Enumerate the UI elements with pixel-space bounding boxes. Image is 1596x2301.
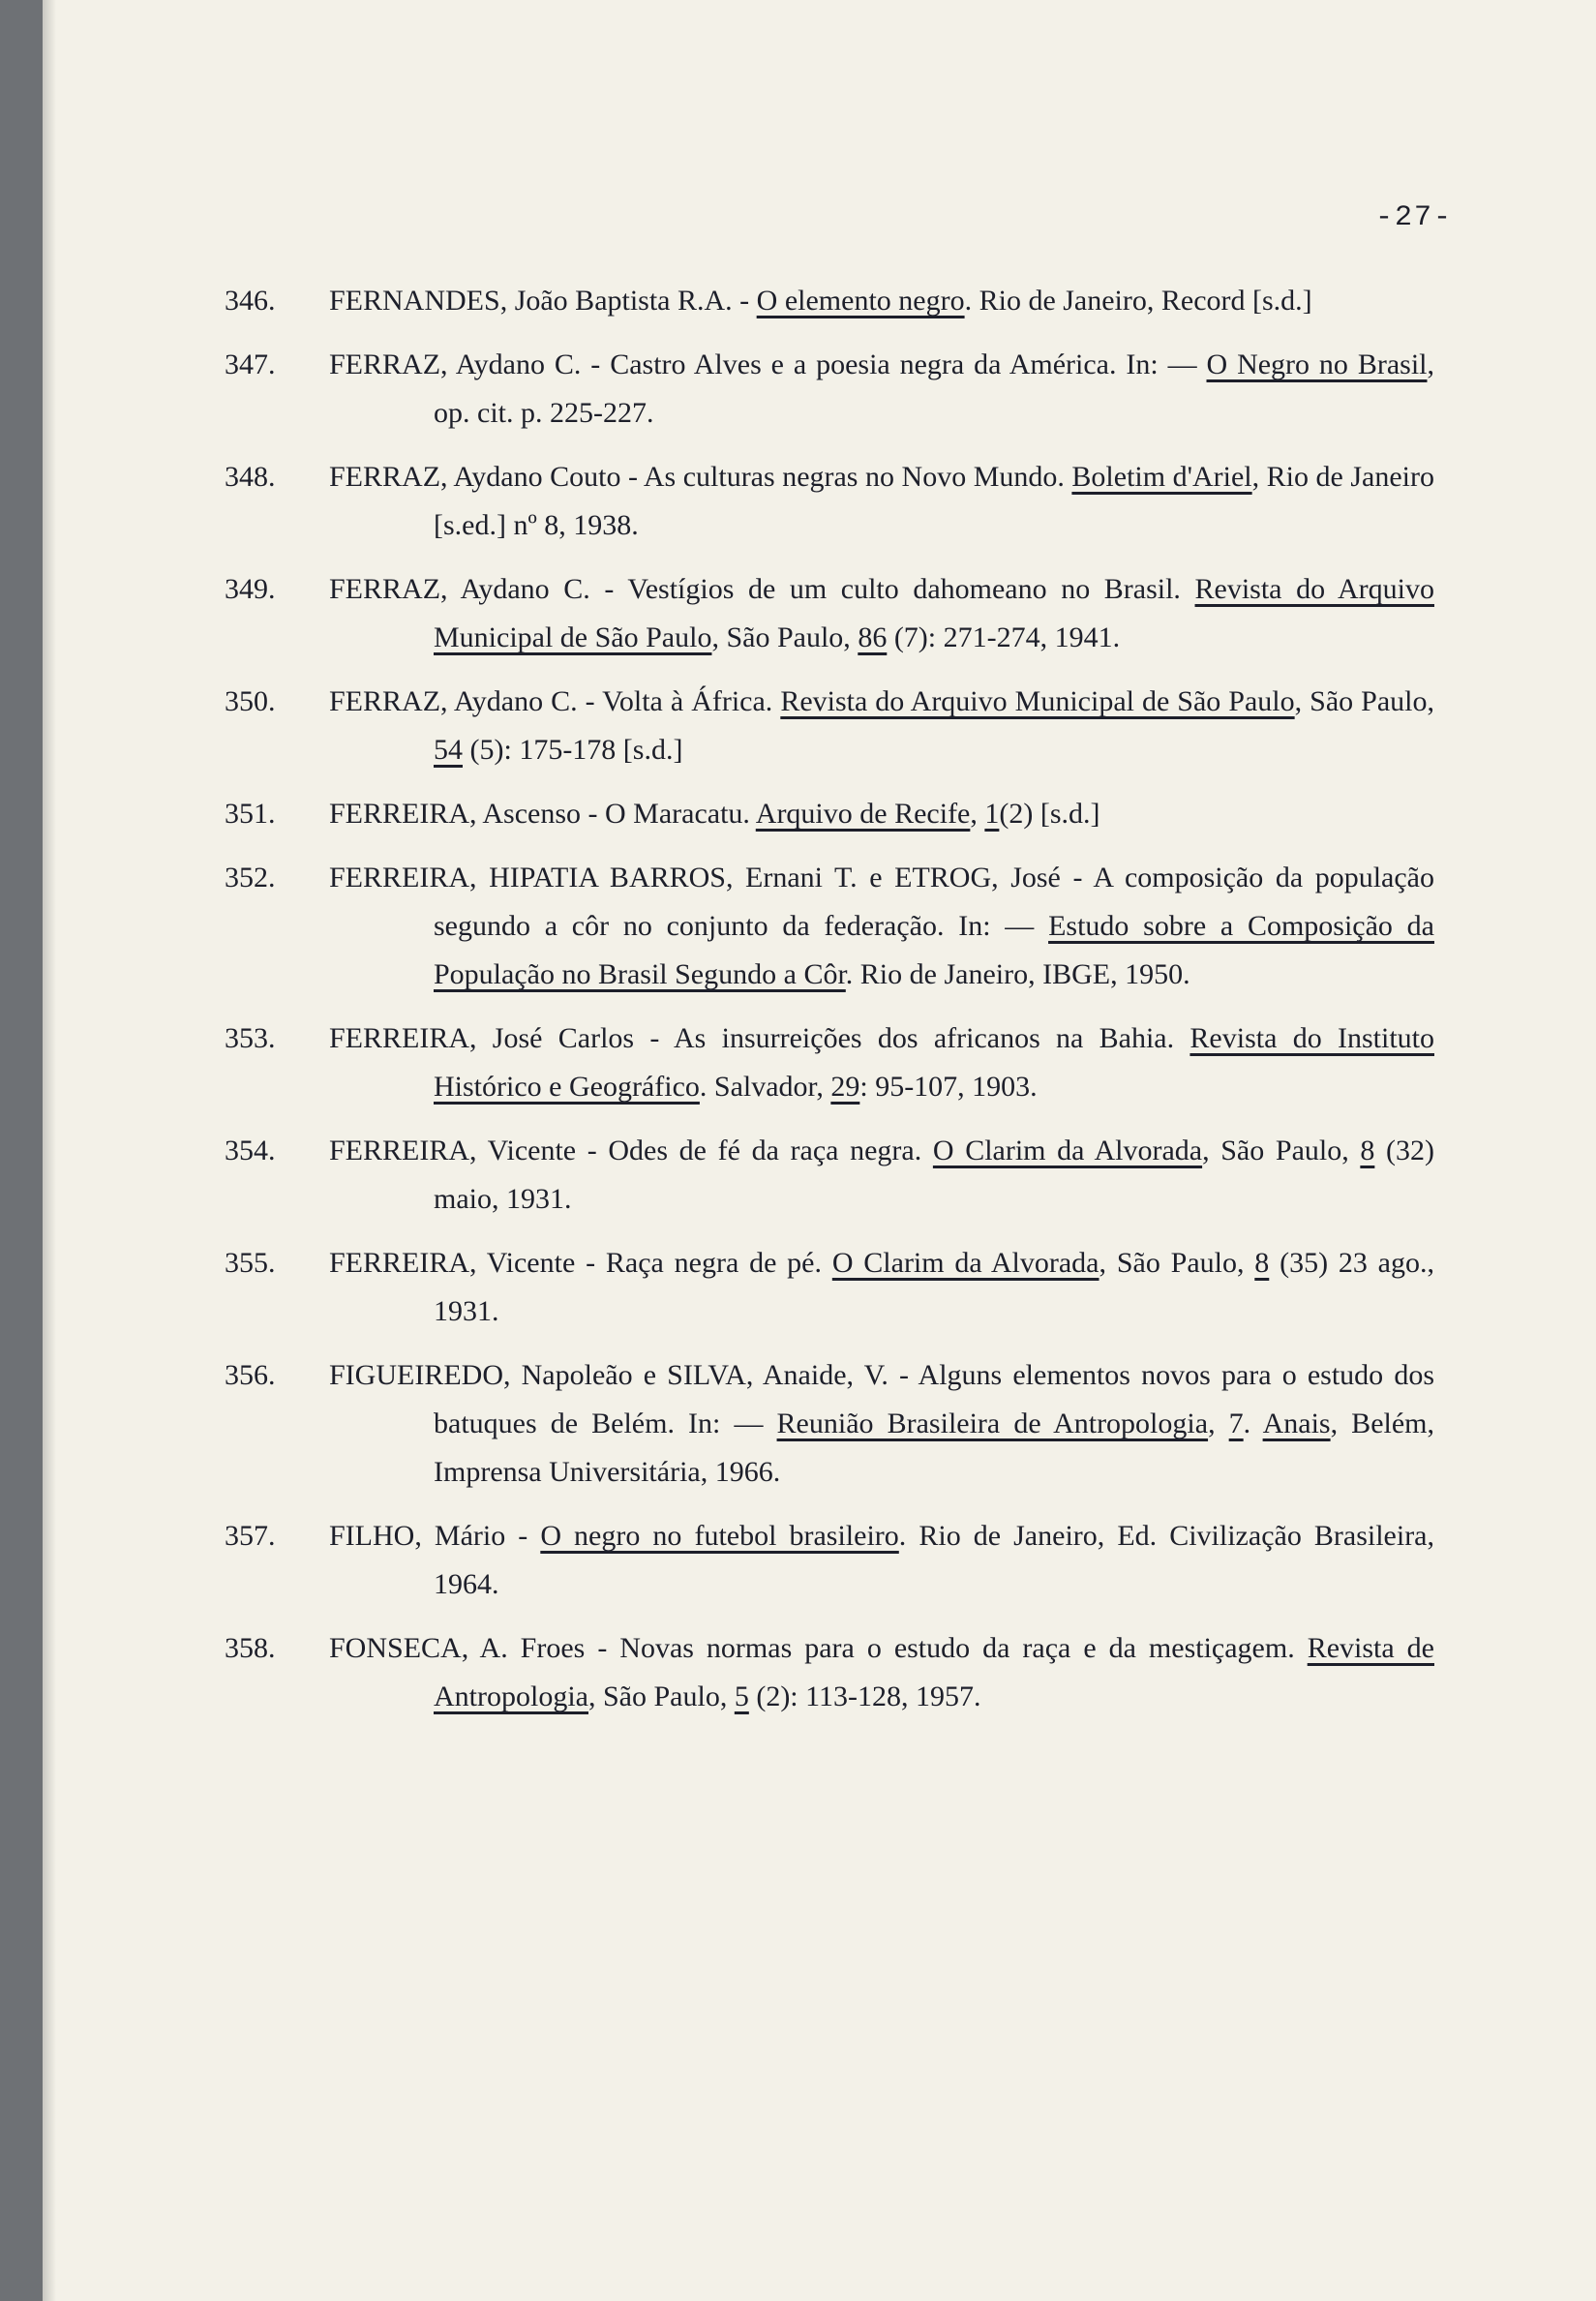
entry-volume: 86 (858, 621, 888, 653)
entry-title: O Clarim da Alvorada (932, 1135, 1203, 1166)
entry-title: O elemento negro (756, 285, 965, 317)
bibliography-entry (225, 277, 1434, 325)
entry-title: O Negro no Brasil (1206, 348, 1428, 380)
entry-title: Boletim d'Ariel (1071, 461, 1252, 493)
entry-number: 353. (225, 1022, 276, 1054)
entry-number: 352. (225, 862, 276, 893)
entry-text: FIGUEIREDO, Napoleão e SILVA, Anaide, V. - Alguns elementos novos para o estudo dos batuques de Belém. In: — Reunião Brasileira de Antropologia, 7. Anais, Belém, Imprensa Universitária, 1966. (329, 1359, 1434, 1488)
entry-text: FERREIRA, Ascenso - O Maracatu. Arquivo de Recife, 1(2) [s.d.] (329, 798, 1100, 830)
entry-number: 354. (225, 1135, 276, 1166)
entry-title: Arquivo de Recife (755, 798, 971, 830)
entry-title: Revista do Arquivo Municipal de São Paulo (780, 685, 1295, 717)
bibliography-entry (225, 854, 1434, 999)
entry-volume: 5 (734, 1680, 749, 1712)
entry-text: FILHO, Mário - O negro no futebol brasileiro. Rio de Janeiro, Ed. Civilização Brasileira, 1964. (329, 1520, 1434, 1600)
entry-number: 355. (225, 1247, 276, 1279)
entry-title: Revista do Arquivo Municipal de São Paulo (434, 573, 1434, 653)
entry-number: 347. (225, 348, 276, 380)
entry-title: O Clarim da Alvorada (831, 1247, 1099, 1279)
entry-text: FERRAZ, Aydano Couto - As culturas negras no Novo Mundo. Boletim d'Ariel, Rio de Janeiro [s.ed.] nº 8, 1938. (329, 461, 1434, 541)
entry-number: 349. (225, 573, 276, 605)
bibliography-entry (225, 453, 1434, 550)
entry-text: FERREIRA, Vicente - Odes de fé da raça negra. O Clarim da Alvorada, São Paulo, 8 (32) maio, 1931. (329, 1135, 1434, 1215)
entry-number: 350. (225, 685, 276, 717)
entry-number: 357. (225, 1520, 276, 1552)
entry-volume: 8 (1360, 1135, 1375, 1166)
bibliography-entry (225, 790, 1434, 838)
entry-title: Revista do Instituto Histórico e Geográfico (434, 1022, 1434, 1103)
entry-volume: 8 (1254, 1247, 1270, 1279)
bibliography-entry (225, 341, 1434, 438)
bibliography-entry (225, 1127, 1434, 1224)
scan-binding-edge (0, 0, 43, 2301)
entry-number: 356. (225, 1359, 276, 1391)
entry-text: FERNANDES, João Baptista R.A. - O elemento negro. Rio de Janeiro, Record [s.d.] (329, 285, 1312, 317)
bibliography-entry (225, 1512, 1434, 1609)
entry-title: Revista de Antropologia (434, 1632, 1434, 1712)
entry-number: 348. (225, 461, 276, 493)
entry-title: O negro no futebol brasileiro (540, 1520, 899, 1552)
bibliography-entry (225, 565, 1434, 662)
entry-text: FERREIRA, Vicente - Raça negra de pé. O Clarim da Alvorada, São Paulo, 8 (35) 23 ago., 1931. (329, 1247, 1434, 1327)
bibliography-entry (225, 678, 1434, 774)
entry-text: FONSECA, A. Froes - Novas normas para o estudo da raça e da mestiçagem. Revista de Antropologia, São Paulo, 5 (2): 113-128, 1957. (329, 1632, 1434, 1712)
scan-binding-shadow (43, 0, 56, 2301)
entry-text: FERRAZ, Aydano C. - Castro Alves e a poesia negra da América. In: — O Negro no Brasil, op. cit. p. 225-227. (329, 348, 1434, 429)
bibliography-entry (225, 1624, 1434, 1721)
entry-title: Reunião Brasileira de Antropologia (776, 1408, 1209, 1439)
entry-volume: 29 (830, 1071, 860, 1103)
bibliography-list (225, 277, 1434, 1737)
entry-title: Estudo sobre a Composição da População no Brasil Segundo a Côr (434, 910, 1434, 990)
entry-text: FERREIRA, José Carlos - As insurreições dos africanos na Bahia. Revista do Instituto Histórico e Geográfico. Salvador, 29: 95-107, 1903. (329, 1022, 1434, 1103)
entry-text: FERREIRA, HIPATIA BARROS, Ernani T. e ETROG, José - A composição da população segundo a côr no conjunto da federação. In: — Estudo sobre a Composição da População no Brasil Segundo a Côr. Rio de Janeiro, IBGE, 1950. (329, 862, 1434, 990)
entry-text: FERRAZ, Aydano C. - Volta à África. Revista do Arquivo Municipal de São Paulo, São Paulo, 54 (5): 175-178 [s.d.] (329, 685, 1434, 766)
entry-text: FERRAZ, Aydano C. - Vestígios de um culto dahomeano no Brasil. Revista do Arquivo Municipal de São Paulo, São Paulo, 86 (7): 271-274, 1941. (329, 573, 1434, 653)
entry-number: 346. (225, 285, 276, 317)
entry-subtitle: Anais (1262, 1408, 1331, 1439)
entry-volume: 1 (984, 798, 1000, 830)
entry-number: 358. (225, 1632, 276, 1664)
entry-number: 351. (225, 798, 276, 830)
entry-volume: 54 (434, 734, 463, 766)
bibliography-entry (225, 1239, 1434, 1336)
bibliography-entry (225, 1351, 1434, 1497)
page-number: -27- (1374, 201, 1453, 234)
bibliography-entry (225, 1014, 1434, 1111)
entry-volume: 7 (1228, 1408, 1244, 1439)
